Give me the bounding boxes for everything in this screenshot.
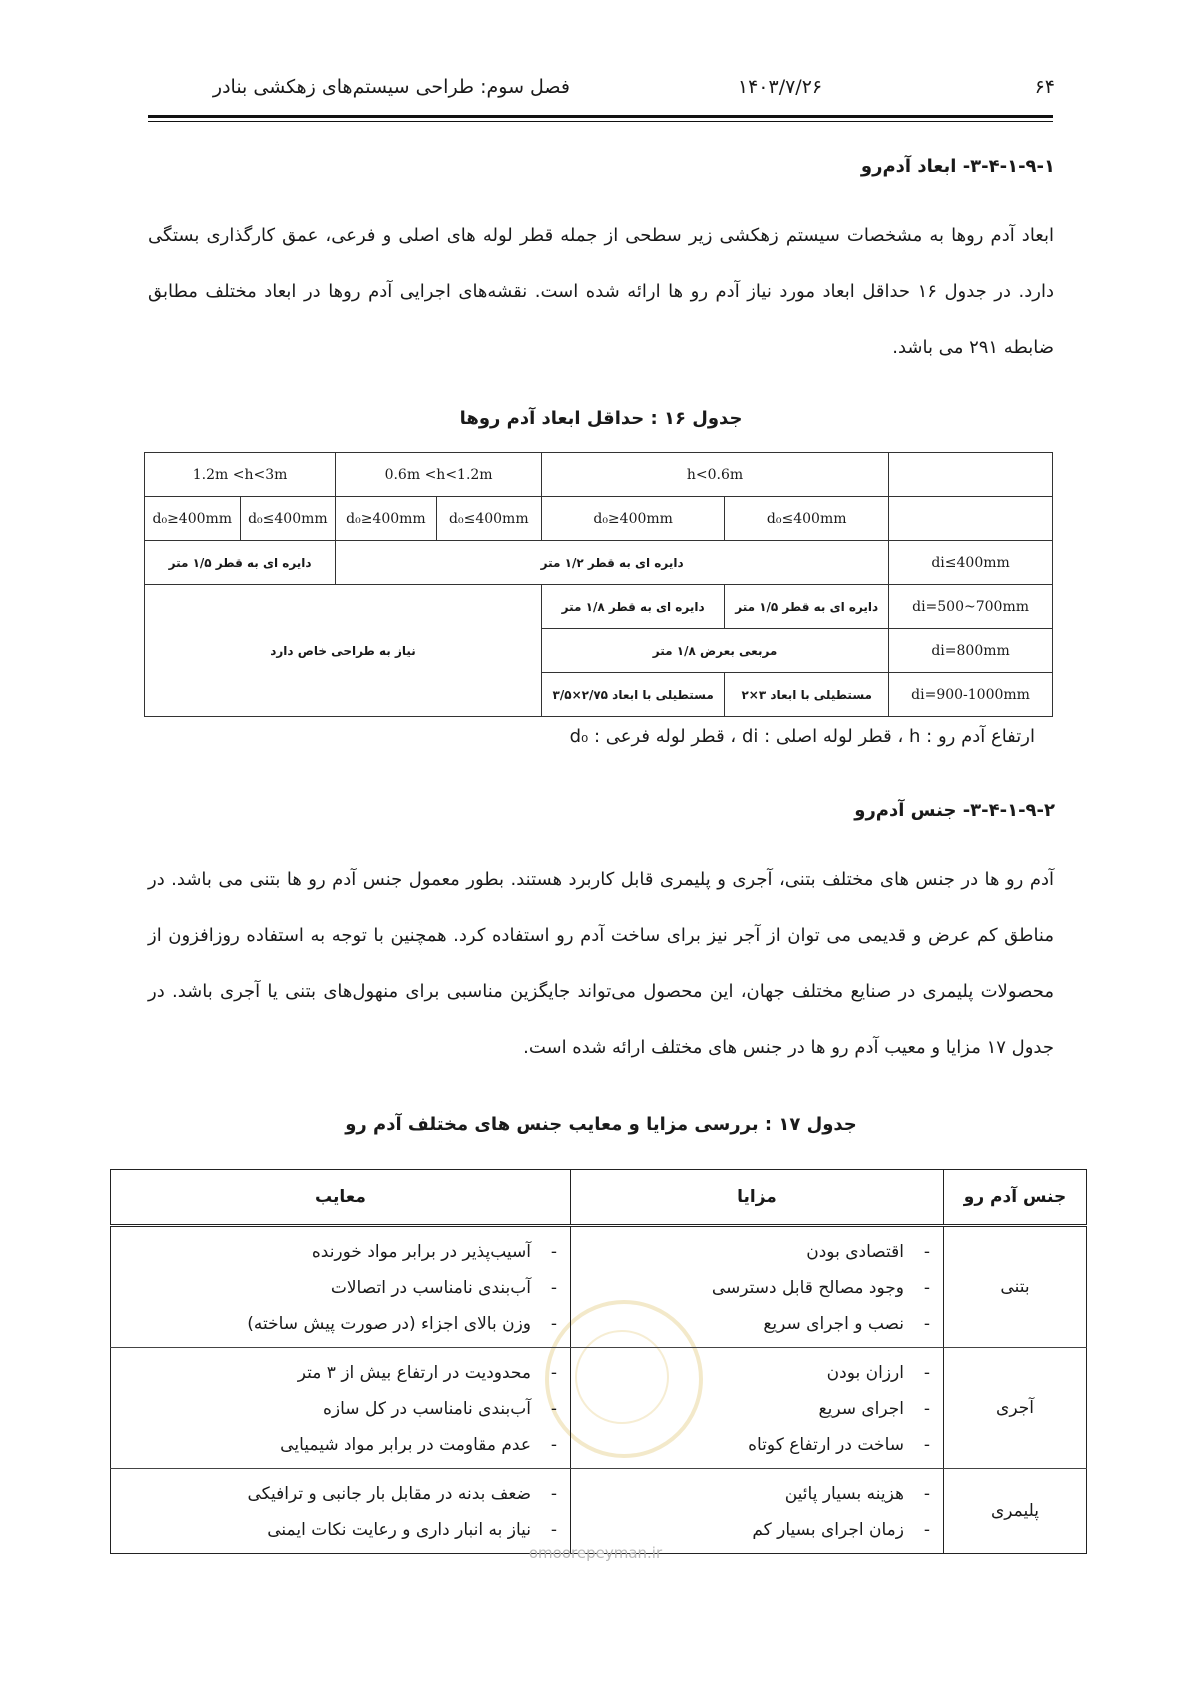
table16-subheader-cell: d₀≤400mm [436,497,541,541]
pro-text: وجود مصالح قابل دسترسی [711,1278,904,1298]
watermark-site: omoorepeyman.ir [528,1544,663,1562]
table17-caption: جدول ۱۷ : بررسی مزایا و معایب جنس های مختلف آدم رو [345,1114,857,1135]
table16-cell: دایره ای به قطر ۱/۵ متر [145,541,336,585]
pro-text: اقتصادی بودن [806,1242,904,1262]
list-item [584,1234,930,1270]
table16-subheader-cell [889,497,1053,541]
table16 [144,452,1053,717]
table17-material-cell: آجری [944,1348,1087,1469]
table16-header-cell: 1.2m <h<3m [145,453,336,497]
dash: - [550,1435,557,1455]
table16-row-label: di=900-1000mm [889,673,1053,717]
section-heading-material: ۳-۴-۱-۹-۲- جنس آدم‌رو [854,800,1055,821]
con-text: وزن بالای اجزاء (در صورت پیش ساخته) [247,1314,531,1334]
list-item [584,1355,930,1391]
paragraph-material: آدم رو ها در جنس های مختلف بتنی، آجری و پلیمری قابل کاربرد هستند. بطور معمول جنس آدم رو ها بتنی می باشد. در مناطق کم عرض و قدیمی می توان از آجر نیز برای ساخت آدم رو استفاده کرد. همچنین با توجه به استفاده روزافزون از محصولات پلیمری در صنایع مختلف جهان، این محصول می‌تواند جایگزین مناسبی برای منهول‌های بتنی یا آجری باشد. در جدول ۱۷ مزایا و معیب آدم رو ها در جنس های مختلف ارائه شده است. [148,869,1054,1058]
con-text: نیاز به انبار داری و رعایت نکات ایمنی [267,1520,531,1540]
dash: - [550,1399,557,1419]
list-item [584,1306,930,1342]
table16-header-cell: h<0.6m [542,453,889,497]
table16-subheader-cell: d₀≥400mm [336,497,436,541]
dash: - [923,1314,930,1334]
table16-cell: مربعی بعرض ۱/۸ متر [542,629,889,673]
table17-header-material: جنس آدم رو [944,1170,1087,1226]
table16-caption: جدول ۱۶ : حداقل ابعاد آدم روها [459,408,743,429]
dash: - [923,1363,930,1383]
table16-cell: دایره ای به قطر ۱/۸ متر [542,585,725,629]
table17-header-pros: مزایا [571,1170,944,1226]
con-text: آب‌بندی نامناسب در اتصالات [330,1278,531,1298]
con-text: ضعف بدنه در مقابل بار جانبی و ترافیکی [247,1484,531,1504]
dash: - [923,1484,930,1504]
dash: - [923,1242,930,1262]
table17-cons-cell [111,1348,571,1469]
table16-cell: مستطیلی با ابعاد ۲/۷۵×۳/۵ [542,673,725,717]
table17-pros-cell [571,1348,944,1469]
dash: - [550,1484,557,1504]
list-item [584,1427,930,1463]
list-item [584,1512,930,1548]
list-item [124,1355,557,1391]
table-row [111,1469,1087,1554]
con-text: آسیب‌پذیر در برابر مواد خورنده [311,1242,531,1262]
table16-row-label: di≤400mm [889,541,1053,585]
table-row [111,1226,1087,1348]
table16-row-label: di=800mm [889,629,1053,673]
table16-cell: دایره ای به قطر ۱/۵ متر [725,585,889,629]
list-item [124,1391,557,1427]
table17-cons-cell [111,1469,571,1554]
table17-cons-cell [111,1226,571,1348]
list-item [124,1234,557,1270]
pro-text: اجرای سریع [818,1399,904,1419]
table16-subheader-cell: d₀≤400mm [240,497,336,541]
table17-pros-cell [571,1226,944,1348]
table16-header-cell: 0.6m <h<1.2m [336,453,542,497]
dash: - [550,1314,557,1334]
paragraph-dimensions: ابعاد آدم روها به مشخصات سیستم زهکشی زیر سطحی از جمله قطر لوله های اصلی و فرعی، عمق کارگذاری بستگی دارد. در جدول ۱۶ حداقل ابعاد مورد نیاز آدم رو ها ارائه شده است. نقشه‌های اجرایی آدم روها در ابعاد مختلف مطابق ضابطه ۲۹۱ می باشد. [148,225,1054,358]
con-text: آب‌بندی نامناسب در کل سازه [323,1399,531,1419]
dash: - [550,1242,557,1262]
list-item [124,1512,557,1548]
list-item [124,1270,557,1306]
table16-header-cell [889,453,1053,497]
table16-subheader-cell: d₀≤400mm [725,497,889,541]
list-item [584,1476,930,1512]
table17-material-cell: پلیمری [944,1469,1087,1554]
table17-header-cons: معایب [111,1170,571,1226]
list-item [124,1427,557,1463]
dash: - [550,1520,557,1540]
pro-text: زمان اجرای بسیار کم [752,1520,904,1540]
table17-pros-cell [571,1469,944,1554]
con-text: عدم مقاومت در برابر مواد شیمیایی [280,1435,531,1455]
dash: - [923,1399,930,1419]
table16-cell: مستطیلی با ابعاد ۳×۲ [725,673,889,717]
pro-text: هزینه بسیار پائین [784,1484,904,1504]
section-heading-dimensions: ۳-۴-۱-۹-۱- ابعاد آدم‌رو [860,156,1055,177]
dash: - [550,1278,557,1298]
dash: - [923,1520,930,1540]
table16-special-design-cell: نیاز به طراحی خاص دارد [145,585,542,717]
list-item [584,1391,930,1427]
table16-cell: دایره ای به قطر ۱/۲ متر [336,541,889,585]
list-item [124,1476,557,1512]
table16-legend: d₀ : قطر لوله فرعی ، di : قطر لوله اصلی ، h : ارتفاع آدم رو [569,726,1035,747]
table16-subheader-cell: d₀≥400mm [145,497,241,541]
dash: - [923,1278,930,1298]
table17-material-cell: بتنی [944,1226,1087,1348]
table16-subheader-cell: d₀≥400mm [542,497,725,541]
dash: - [550,1363,557,1383]
header-rule-thick [148,115,1053,118]
header-date: ۱۴۰۳/۷/۲۶ [737,76,823,98]
chapter-title: فصل سوم: طراحی سیستم‌های زهکشی بنادر [212,76,570,98]
pro-text: نصب و اجرای سریع [763,1314,904,1334]
con-text: محدودیت در ارتفاع بیش از ۳ متر [297,1363,531,1383]
dash: - [923,1435,930,1455]
table17 [110,1169,1087,1554]
pro-text: ساخت در ارتفاع کوتاه [748,1435,904,1455]
pro-text: ارزان بودن [826,1363,904,1383]
table16-row-label: di=500~700mm [889,585,1053,629]
table-row [111,1348,1087,1469]
header-rule-thin [148,121,1053,122]
list-item [584,1270,930,1306]
page-number: ۶۴ [1034,76,1055,98]
list-item [124,1306,557,1342]
